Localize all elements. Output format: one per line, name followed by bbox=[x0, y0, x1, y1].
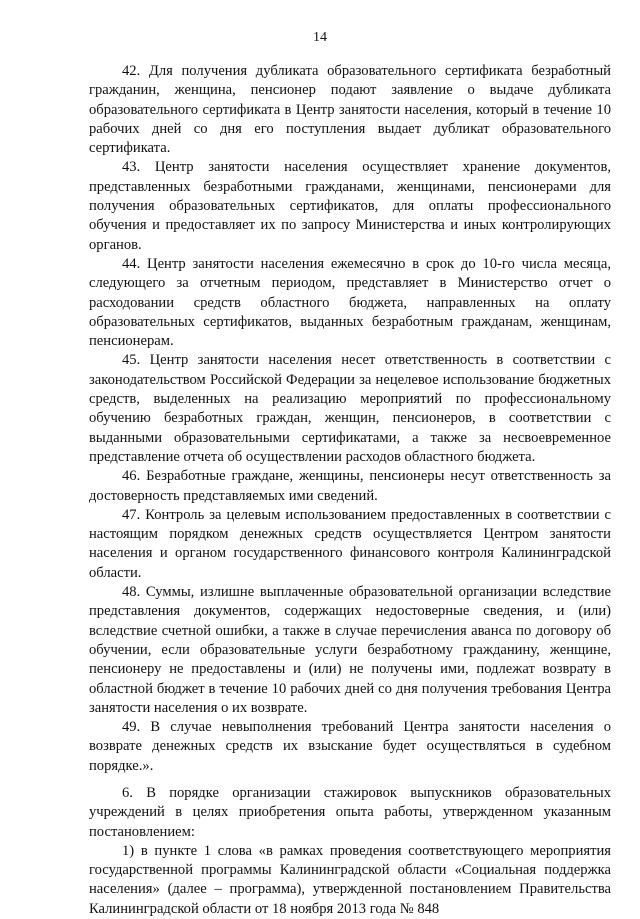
paragraph-6-item-1: 1) в пункте 1 слова «в рамках проведения соответствующего мероприятия государственной программы Калининградской области «Социальная поддержка населения» (далее – программа), утвержденной постановлением Правительства Калининградской области от 18 ноября 2013 года № 848 bbox=[89, 842, 611, 917]
paragraph-43: 43. Центр занятости населения осуществляет хранение документов, представленных безработными гражданами, женщинами, пенсионерами для получения образовательных сертификатов, для оплаты профессионального обучения и предоставляет их по запросу Министерства и иных контролирующих органов. bbox=[89, 159, 611, 253]
paragraph-48: 48. Суммы, излишне выплаченные образовательной организации вследствие представления документов, содержащих недостоверные сведения, и (или) вследствие счетной ошибки, а также в случае перечисления аванса по договору об обучении, если образовательные услуги безработному гражданину, женщине, пенсионеру не предоставлены и (или) не получены ими, подлежат возврату в областной бюджет в течение 10 рабочих дней со дня получения требования Центра занятости населения о их возврате. bbox=[89, 584, 611, 716]
paragraph-44: 44. Центр занятости населения ежемесячно в срок до 10-го числа месяца, следующего за отчетным периодом, представляет в Министерство отчет о расходовании средств областного бюджета, направленных на оплату образовательных сертификатов, выданных безработным гражданам, женщинам, пенсионерам. bbox=[89, 255, 611, 350]
page-number: 14 bbox=[313, 30, 327, 45]
paragraph-49: 49. В случае невыполнения требований Центра занятости населения о возврате денежных средств их взыскание будет осуществляться в судебном порядке.». bbox=[89, 719, 611, 774]
paragraph-46: 46. Безработные граждане, женщины, пенсионеры несут ответственность за достоверность представляемых ими сведений. bbox=[89, 468, 611, 504]
document-body bbox=[89, 62, 611, 919]
paragraph-45: 45. Центр занятости населения несет ответственность в соответствии с законодательством Российской Федерации за нецелевое использование бюджетных средств, выделенных на реализацию мероприятий по профессиональному обучению безработных граждан, женщин, пенсионеров, в соответствии с выданными образовательными сертификатами, а также за несвоевременное представление отчета об осуществлении расходов областного бюджета. bbox=[89, 352, 611, 465]
paragraph-6: 6. В порядке организации стажировок выпускников образовательных учреждений в целях приобретения опыта работы, утвержденном указанным постановлением: bbox=[89, 784, 611, 840]
paragraph-47: 47. Контроль за целевым использованием предоставленных в соответствии с настоящим порядком денежных средств осуществляется Центром занятости населения и органом государственного финансового контроля Калининградской области. bbox=[89, 506, 611, 581]
paragraph-42: 42. Для получения дубликата образовательного сертификата безработный гражданин, женщина, пенсионер подают заявление о выдаче дубликата образовательного сертификата в Центр занятости населения, который в течение 10 рабочих дней со дня его поступления выдает дубликат образовательного сертификата. bbox=[89, 63, 611, 157]
